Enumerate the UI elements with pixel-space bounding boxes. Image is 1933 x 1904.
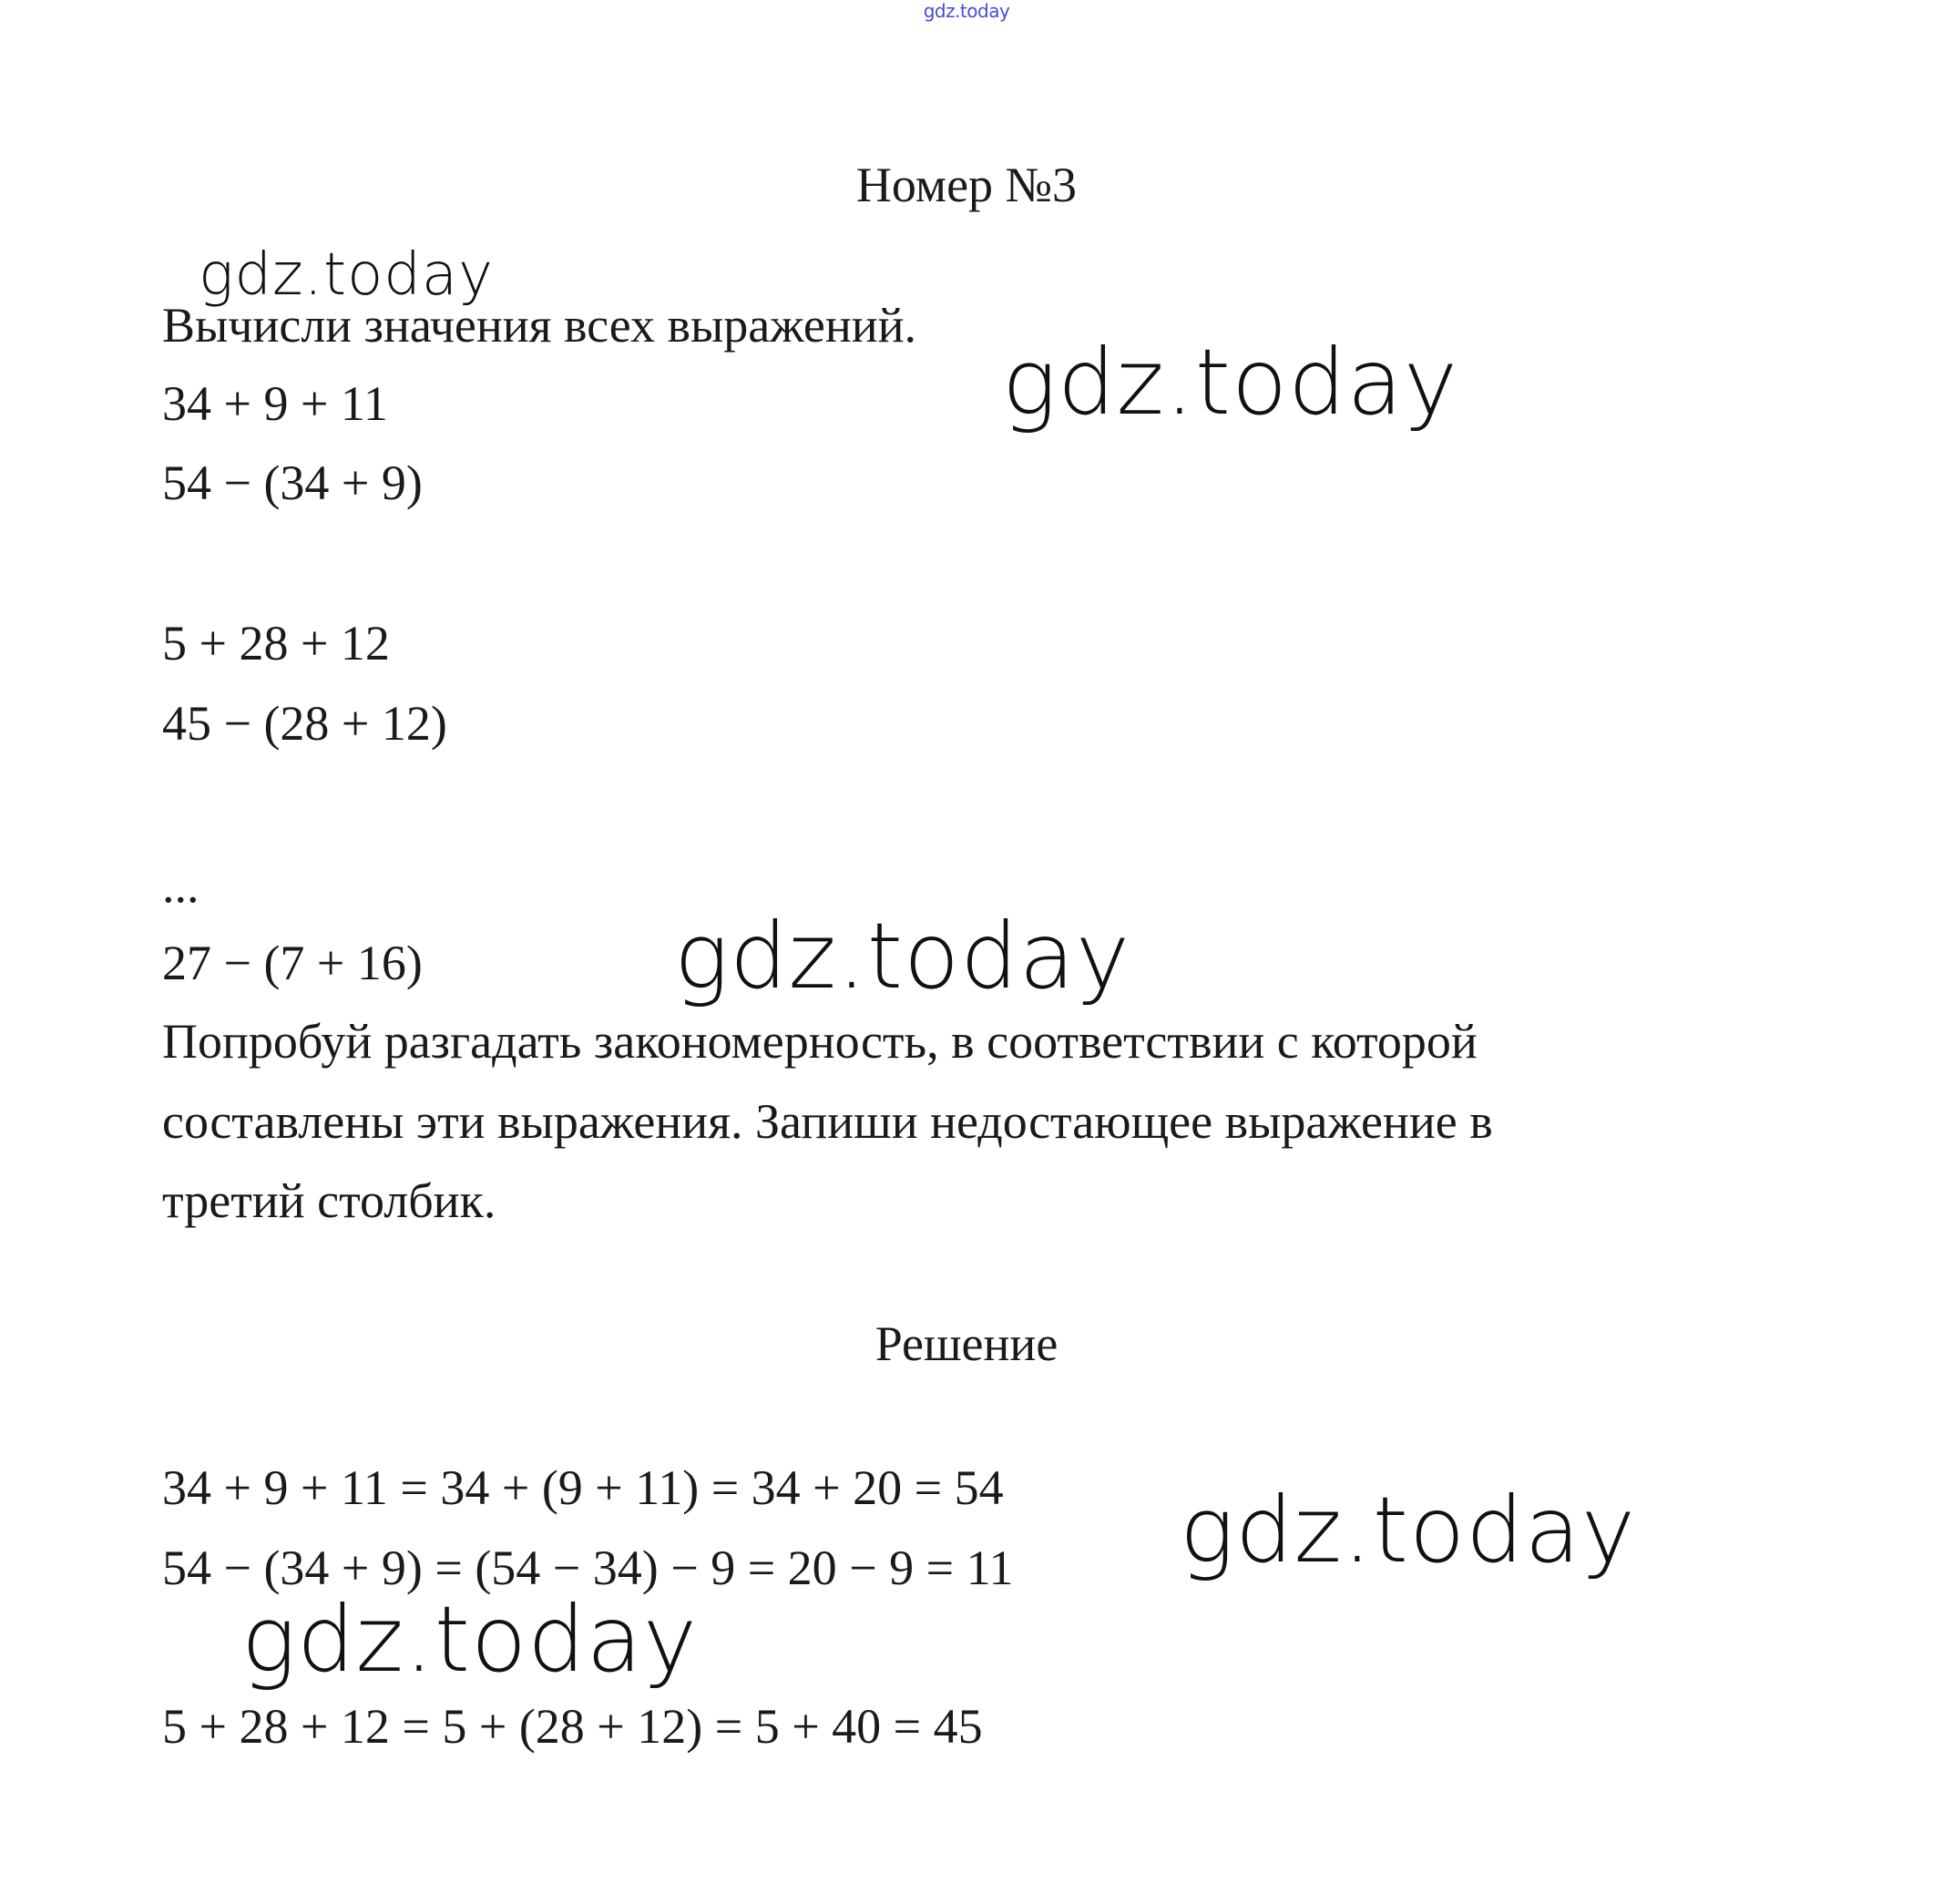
column2-expression1: 5 + 28 + 12: [162, 616, 390, 670]
column2-expression2: 45 − (28 + 12): [162, 696, 447, 751]
question-line-1: Попробуй разгадать закономерность, в соответствии с которой: [162, 1014, 1478, 1069]
column1-expression2: 54 − (34 + 9): [162, 456, 423, 510]
watermark-text: gdz.today: [674, 903, 1131, 1009]
solution-line-3: 5 + 28 + 12 = 5 + (28 + 12) = 5 + 40 = 45: [162, 1699, 983, 1754]
column1-expression1: 34 + 9 + 11: [162, 376, 388, 431]
task-instruction: Вычисли значения всех выражений.: [162, 298, 917, 353]
task-title: Номер №3: [855, 158, 1078, 212]
solution-title: Решение: [874, 1316, 1059, 1371]
watermark-text: gdz.today: [199, 241, 494, 309]
question-line-2: составлены эти выражения. Запиши недостающее выражение в: [162, 1094, 1493, 1149]
column3-expression1: ...: [162, 858, 199, 913]
solution-line-2: 54 − (34 + 9) = (54 − 34) − 9 = 20 − 9 = 11: [162, 1541, 1014, 1595]
solution-line-1: 34 + 9 + 11 = 34 + (9 + 11) = 34 + 20 = 54: [162, 1460, 1004, 1515]
top-watermark: gdz.today: [923, 0, 1010, 22]
watermark-text: gdz.today: [241, 1586, 699, 1693]
question-line-3: третий столбик.: [162, 1173, 496, 1228]
watermark-text: gdz.today: [1002, 329, 1459, 435]
watermark-text: gdz.today: [1180, 1477, 1637, 1583]
column3-expression2: 27 − (7 + 16): [162, 936, 423, 990]
